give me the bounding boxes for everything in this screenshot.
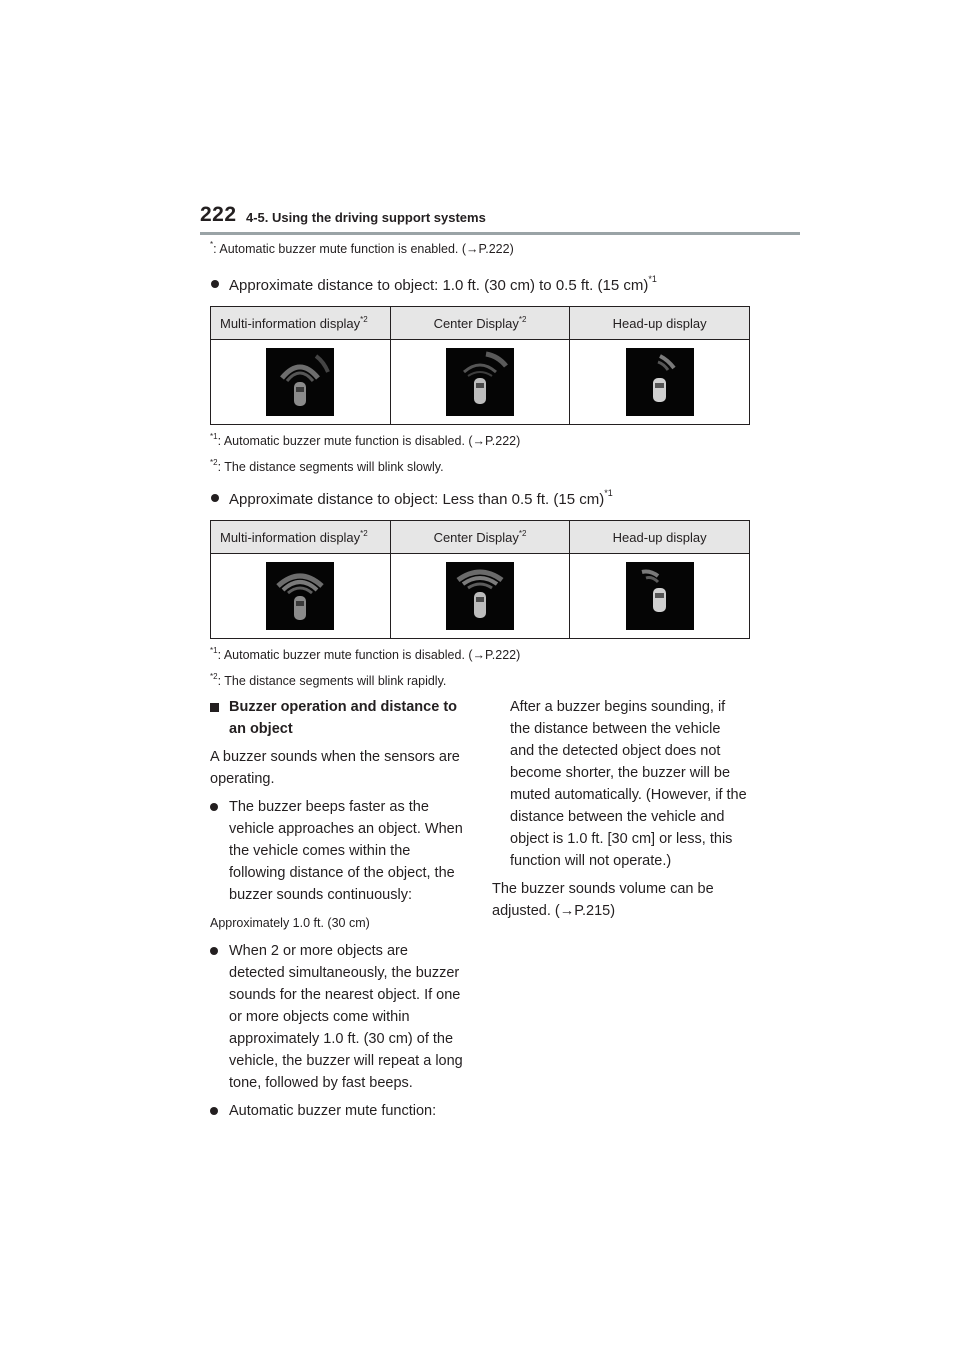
car-icon [294, 382, 306, 406]
distance-bullet-2 [211, 488, 613, 508]
list-item: Automatic buzzer mute function: [210, 1100, 466, 1122]
head-up-display-image [626, 562, 694, 630]
bullet-dot-icon [210, 947, 218, 955]
right-column [492, 696, 748, 922]
block1-note-1: $^{*1}$: Automatic buzzer mute function is disabled. (→P.222) [210, 432, 521, 448]
list-item: When 2 or more objects are detected simultaneously, the buzzer sounds for the nearest object. If one or more objects come within approximately 1.0 ft. (30 cm) of the vehicle, the buzzer will repeat a long tone, followed by fast beeps. [210, 940, 466, 1094]
multi-info-display-image [266, 562, 334, 630]
center-display-image [446, 562, 514, 630]
page-number: 222 [200, 203, 237, 226]
column-header-multi-info: Multi-information display$^{*2}$ [211, 307, 391, 340]
center-display-image [446, 348, 514, 416]
square-bullet-icon [210, 703, 219, 712]
header-rule [200, 232, 800, 235]
list-item: The buzzer beeps faster as the vehicle approaches an object. When the vehicle comes within the following distance of the object, the buzzer sounds continuously: [210, 796, 466, 906]
column-header-center-display: Center Display$^{*2}$ [390, 307, 570, 340]
bullet-sup: *1 [648, 274, 657, 284]
bullet-text: Approximate distance to object: 1.0 ft. (30 cm) to 0.5 ft. (15 cm) [229, 277, 649, 294]
bullet-dot-icon [211, 280, 219, 288]
bullet-text: Approximate distance to object: Less than 0.5 ft. (15 cm) [229, 491, 605, 508]
head-up-display-image [626, 348, 694, 416]
display-table-2 [210, 520, 750, 639]
note-mark: * [210, 240, 214, 249]
bullet-dot-icon [211, 494, 219, 502]
car-icon [294, 596, 306, 620]
multi-info-display-image-cell [211, 554, 391, 639]
approx-distance-text: Approximately 1.0 ft. (30 cm) [210, 916, 370, 930]
column-header-center-display: Center Display$^{*2}$ [390, 521, 570, 554]
column-header-multi-info: Multi-information display$^{*2}$ [211, 521, 391, 554]
subsection-heading: Buzzer operation and distance to an object [210, 696, 466, 740]
car-icon [474, 592, 486, 618]
head-up-display-image-cell [570, 340, 750, 425]
multi-info-display-image [266, 348, 334, 416]
multi-info-display-image-cell [211, 340, 391, 425]
section-title: 4-5. Using the driving support systems [246, 210, 486, 225]
mute-function-text: After a buzzer begins sounding, if the distance between the vehicle and the detected object does not become shorter, the buzzer will be muted automatically. (However, if the distance between the vehicle and object is 1.0 ft. [30 cm] or less, this function will not operate.) [510, 699, 747, 869]
bullet-dot-icon [210, 803, 218, 811]
car-icon [653, 588, 666, 612]
head-up-display-image-cell [570, 554, 750, 639]
car-icon [653, 378, 666, 402]
center-display-image-cell [390, 554, 570, 639]
intro-text: A buzzer sounds when the sensors are operating. [210, 749, 460, 787]
left-column [210, 696, 466, 1122]
note-text: : Automatic buzzer mute function is enabled. (→P.222) [213, 242, 514, 256]
block2-note-2: $^{*2}$: The distance segments will blink rapidly. [210, 672, 447, 688]
column-header-head-up: Head-up display [570, 307, 750, 340]
top-note [210, 240, 514, 256]
block2-note-1: $^{*1}$: Automatic buzzer mute function is disabled. (→P.222) [210, 646, 521, 662]
column-header-head-up: Head-up display [570, 521, 750, 554]
center-display-image-cell [390, 340, 570, 425]
car-icon [474, 378, 486, 404]
volume-text: The buzzer sounds volume can be adjusted. (→P.215) [492, 881, 714, 919]
display-table-1 [210, 306, 750, 425]
bullet-dot-icon [210, 1107, 218, 1115]
distance-bullet-1 [211, 274, 657, 294]
bullet-sup: *1 [604, 488, 613, 498]
block1-note-2: $^{*2}$: The distance segments will blink slowly. [210, 458, 444, 474]
